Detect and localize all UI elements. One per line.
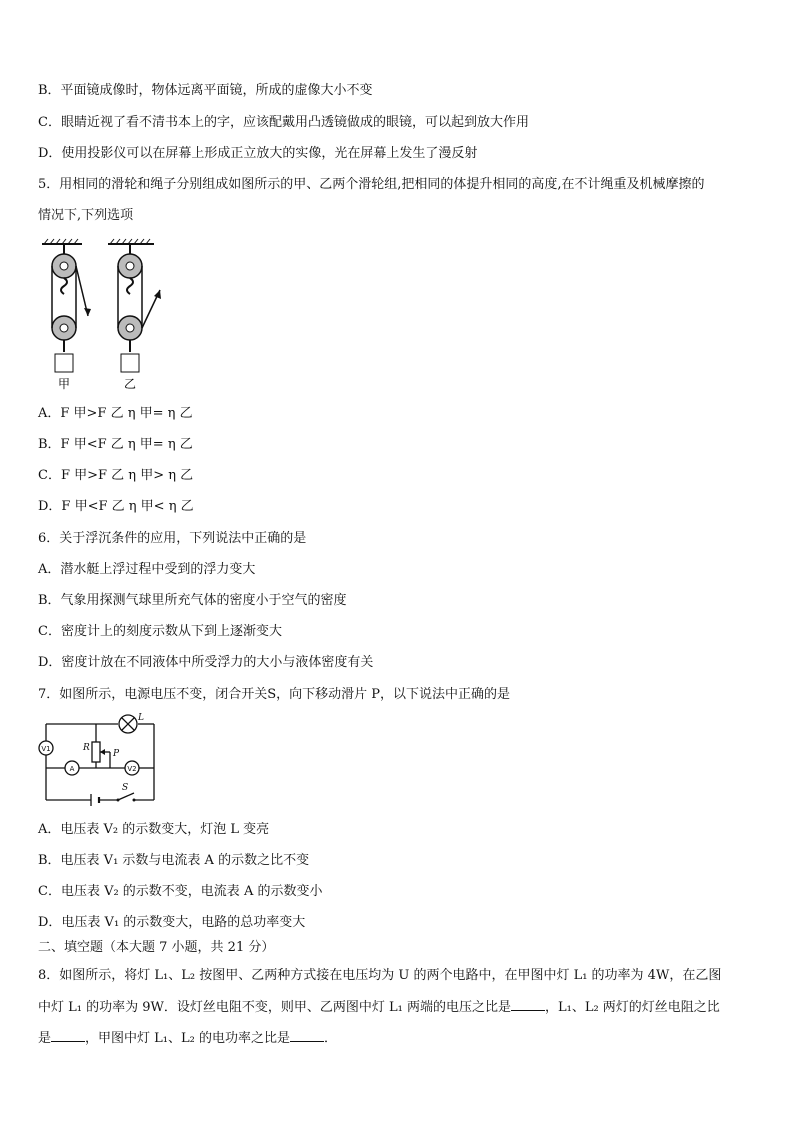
- q5-stem-line1: 5．用相同的滑轮和绳子分别组成如图所示的甲、乙两个滑轮组,把相同的体提升相同的高度,在不计绳重及机械摩擦的: [38, 177, 705, 192]
- q8-line3-text-a: 是: [38, 1031, 52, 1046]
- answer-blank-2[interactable]: [51, 1029, 85, 1042]
- q5-option-c: C．F 甲>F 乙 η 甲> η 乙: [38, 468, 194, 483]
- q4-option-c: C．眼睛近视了看不清书本上的字，应该配戴用凸透镜做成的眼镜，可以起到放大作用: [38, 115, 529, 130]
- q8-line3-text-c: ．: [323, 1031, 337, 1046]
- circuit-label-a: A: [69, 765, 75, 773]
- q8-line2-text-a: 中灯 L₁ 的功率为 9W．设灯丝电阻不变，则甲、乙两图中灯 L₁ 两端的电压之比是: [38, 1000, 511, 1015]
- q4-option-d: D．使用投影仪可以在屏幕上形成正立放大的实像，光在屏幕上发生了漫反射: [38, 146, 478, 161]
- q6-option-d: D．密度计放在不同液体中所受浮力的大小与液体密度有关: [38, 655, 374, 670]
- q7-option-b: B．电压表 V₁ 示数与电流表 A 的示数之比不变: [38, 853, 310, 868]
- q8-line3: [38, 1029, 337, 1048]
- q6-option-a: A．潜水艇上浮过程中受到的浮力变大: [38, 562, 256, 577]
- q8-line2-text-b: ，L₁、L₂ 两灯的灯丝电阻之比: [544, 1000, 720, 1015]
- q6-option-b: B．气象用探测气球里所充气体的密度小于空气的密度: [38, 593, 347, 608]
- q8-line2: [38, 998, 720, 1017]
- q7-option-a: A．电压表 V₂ 的示数变大，灯泡 L 变亮: [38, 822, 270, 837]
- circuit-label-s: S: [122, 783, 129, 793]
- circuit-label-v2: V2: [127, 765, 137, 773]
- q6-stem: 6．关于浮沉条件的应用，下列说法中正确的是: [38, 531, 307, 546]
- q8-line1: 8．如图所示，将灯 L₁、L₂ 按图甲、乙两种方式接在电压均为 U 的两个电路中，在甲图中灯 L₁ 的功率为 4W，在乙图: [38, 968, 722, 983]
- q5-option-d: D．F 甲<F 乙 η 甲< η 乙: [38, 499, 194, 514]
- circuit-label-r: R: [83, 743, 90, 753]
- pulley-label-jia: 甲: [58, 377, 71, 391]
- q7-stem: 7．如图所示，电源电压不变，闭合开关S，向下移动滑片 P，以下说法中正确的是: [38, 687, 511, 702]
- q7-option-d: D．电压表 V₁ 的示数变大，电路的总功率变大: [38, 915, 306, 930]
- q5-option-b: B．F 甲<F 乙 η 甲= η 乙: [38, 437, 193, 452]
- q8-line3-text-b: ，甲图中灯 L₁、L₂ 的电功率之比是: [85, 1031, 290, 1046]
- q7-option-c: C．电压表 V₂ 的示数不变，电流表 A 的示数变小: [38, 884, 323, 899]
- q4-option-b: B．平面镜成像时，物体远离平面镜，所成的虚像大小不变: [38, 83, 373, 98]
- answer-blank-3[interactable]: [290, 1029, 324, 1042]
- circuit-label-l: L: [138, 713, 144, 723]
- pulley-figure: [36, 238, 166, 393]
- answer-blank-1[interactable]: [511, 998, 545, 1011]
- q6-option-c: C．密度计上的刻度示数从下到上逐渐变大: [38, 624, 282, 639]
- pulley-label-yi: 乙: [124, 377, 137, 391]
- q5-stem-line2: 情况下,下列选项: [38, 208, 134, 223]
- section-title-fill-in: 二、填空题（本大题 7 小题，共 21 分）: [38, 940, 275, 955]
- circuit-figure: [36, 712, 166, 807]
- circuit-label-v1: V1: [41, 745, 51, 753]
- circuit-label-p: P: [113, 749, 120, 759]
- q5-option-a: A．F 甲>F 乙 η 甲= η 乙: [38, 406, 193, 421]
